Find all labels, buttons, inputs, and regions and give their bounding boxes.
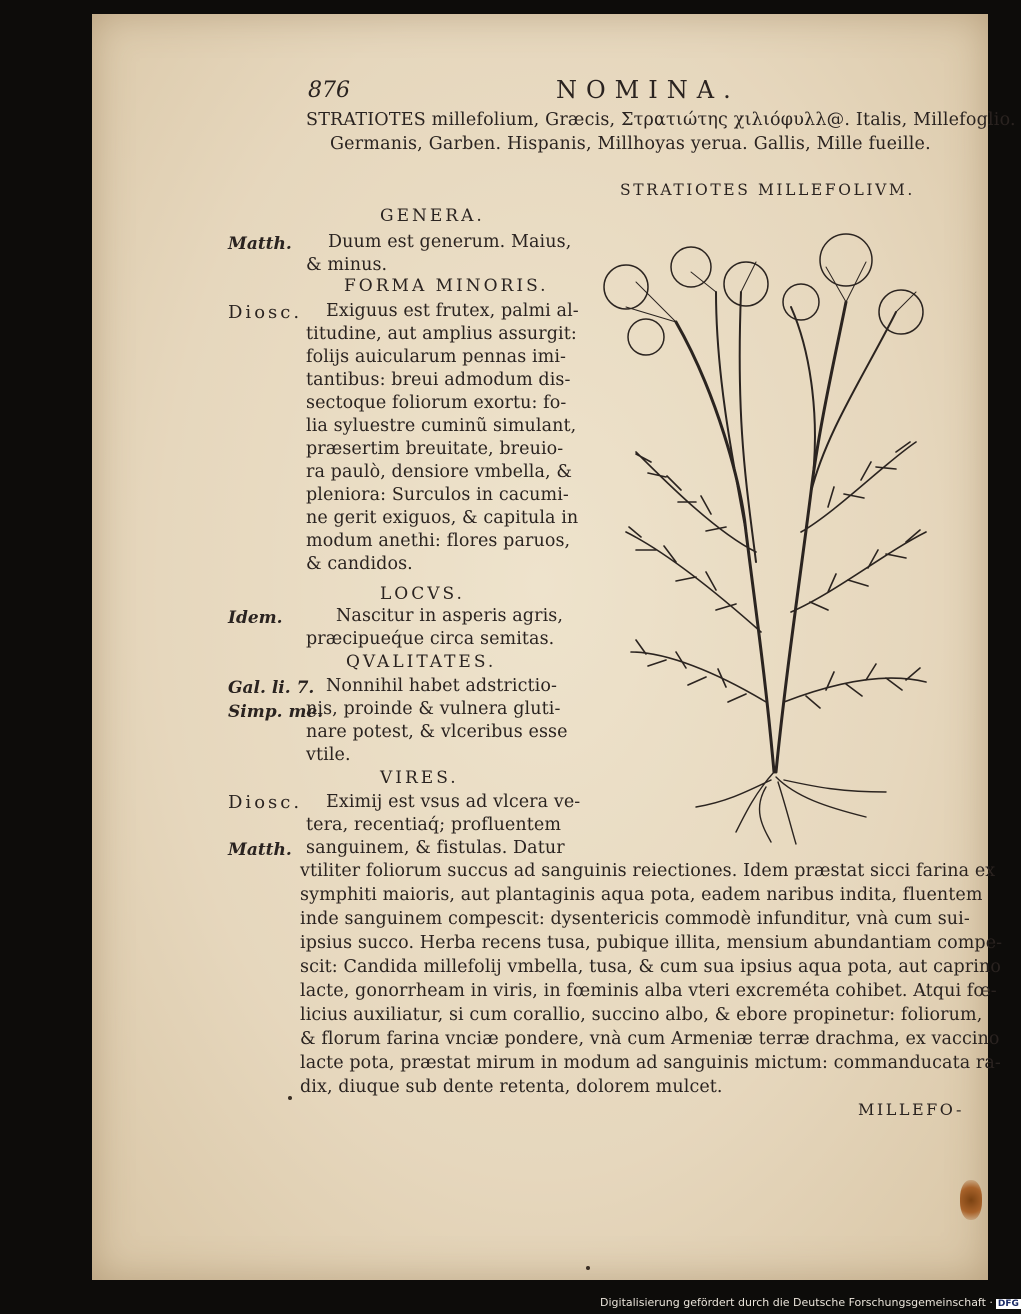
text-line: Exiguus est frutex, palmi al-: [326, 301, 579, 321]
text-line: sectoque foliorum exortu: fo-: [306, 393, 567, 413]
text-line: tantibus: breui admodum dis-: [306, 370, 571, 390]
catchword: MILLEFO-: [858, 1100, 964, 1119]
text-line: ne gerit exiguos, & capitula in: [306, 508, 579, 528]
text-line: nare potest, & vlceribus esse: [306, 722, 568, 742]
text-line: lacte pota, præstat mirum in modum ad sanguinis mictum: commanducata ra-: [300, 1053, 1001, 1073]
water-stain: [960, 1180, 982, 1220]
text-line: vtile.: [306, 745, 351, 765]
text-line: lacte, gonorrheam in viris, in fœminis alba vteri excreméta cohibet. Atqui fœ-: [300, 981, 997, 1001]
text-line: vtiliter foliorum succus ad sanguinis reiectiones. Idem præstat sicci farina ex: [300, 861, 996, 881]
heading-forma: FORMA MINORIS.: [344, 276, 549, 296]
text-line: symphiti maioris, aut plantaginis aqua pota, eadem naribus indita, fluentem: [300, 885, 983, 905]
text-line: lia syluestre cuminũ simulant,: [306, 416, 577, 436]
page-number: 876: [308, 78, 350, 103]
credit-text: Digitalisierung gefördert durch die Deutsche Forschungsgemeinschaft ·: [600, 1296, 993, 1309]
text-line: & candidos.: [306, 554, 413, 574]
names-line-1: STRATIOTES millefolium, Græcis, Στρατιώτης χιλιόφυλλ@. Italis, Millefoglio.: [306, 110, 1016, 130]
text-line: præcipueq́ue circa semitas.: [306, 629, 555, 649]
text-line: inde sanguinem compescit: dysentericis commodè infunditur, vnà cum sui-: [300, 909, 970, 929]
heading-genera: GENERA.: [380, 206, 485, 226]
names-line-2: Germanis, Garben. Hispanis, Millhoyas yerua. Gallis, Mille fueille.: [330, 134, 931, 154]
text-line: Nonnihil habet adstrictio-: [326, 676, 557, 696]
text-line: licius auxiliatur, si cum corallio, succino albo, & ebore propinetur: foliorum,: [300, 1005, 983, 1025]
heading-vires: VIRES.: [380, 768, 459, 788]
margin-note: Simp. me.: [228, 702, 324, 722]
text-line: Duum est generum. Maius,: [328, 232, 572, 252]
heading-qualitates: QVALITATES.: [346, 652, 497, 672]
text-line: & minus.: [306, 255, 388, 275]
text-line: Nascitur in asperis agris,: [336, 606, 564, 626]
ink-speck: [586, 1266, 590, 1270]
plate-caption: STRATIOTES MILLEFOLIVM.: [620, 181, 915, 199]
text-line: nis, proinde & vulnera gluti-: [306, 699, 561, 719]
margin-note: Idem.: [228, 608, 283, 628]
text-line: & florum farina vnciæ pondere, vnà cum Armeniæ terræ drachma, ex vaccino: [300, 1029, 1000, 1049]
margin-note: Gal. li. 7.: [228, 678, 315, 698]
ink-speck: [288, 1096, 292, 1100]
heading-locus: LOCVS.: [380, 584, 465, 604]
text-line: ipsius succo. Herba recens tusa, pubique illita, mensium abundantiam compe-: [300, 933, 1003, 953]
text-line: folijs auicularum pennas imi-: [306, 347, 567, 367]
margin-note: Diosc.: [228, 792, 303, 813]
margin-note: Matth.: [228, 840, 292, 860]
text-line: titudine, aut amplius assurgit:: [306, 324, 577, 344]
text-line: pleniora: Surculos in cacumi-: [306, 485, 569, 505]
margin-note: Matth.: [228, 234, 292, 254]
text-line: sanguinem, & fistulas. Datur: [306, 838, 565, 858]
text-line: Eximij est vsus ad vlcera ve-: [326, 792, 581, 812]
margin-note: Diosc.: [228, 302, 303, 323]
running-head: NOMINA.: [556, 76, 740, 104]
text-line: dix, diuque sub dente retenta, dolorem mulcet.: [300, 1077, 723, 1097]
text-line: præsertim breuitate, breuio-: [306, 439, 564, 459]
text-line: ra paulò, densiore vmbella, &: [306, 462, 573, 482]
text-line: tera, recentiaq́; profluentem: [306, 815, 562, 835]
dfg-logo: DFG: [997, 1299, 1019, 1309]
yarrow-woodcut-illustration: [596, 232, 946, 848]
text-line: modum anethi: flores paruos,: [306, 531, 571, 551]
text-line: scit: Candida millefolij vmbella, tusa, & cum sua ipsius aqua pota, aut caprino: [300, 957, 1001, 977]
digitization-credit: [600, 1296, 1021, 1309]
